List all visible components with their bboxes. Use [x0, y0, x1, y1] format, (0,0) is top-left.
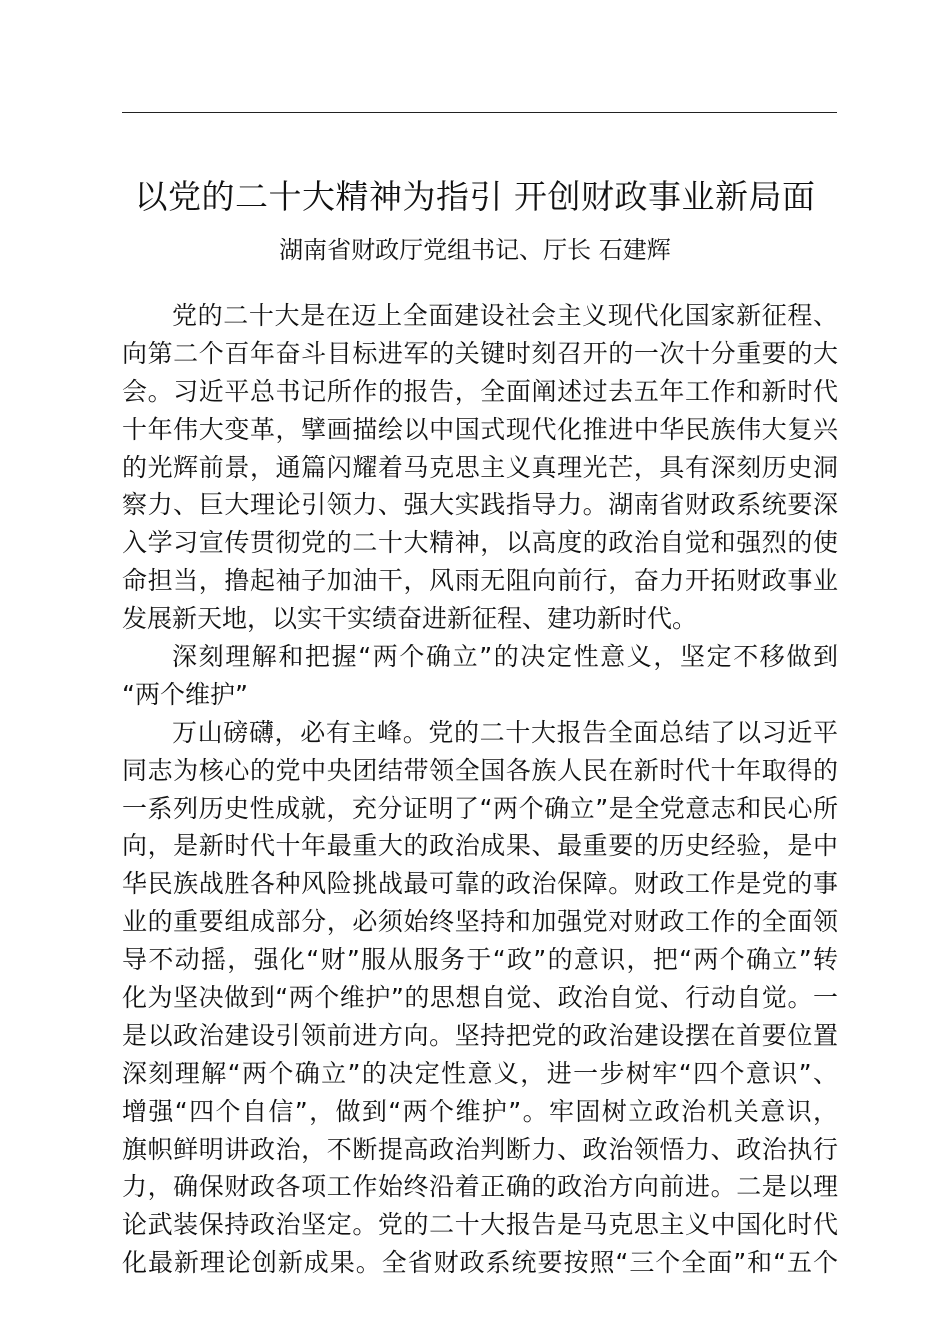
- body-line: “两个维护”: [122, 679, 248, 709]
- body-line: 的光辉前景，通篇闪耀着马克思主义真理光芒，具有深刻历史洞: [122, 452, 838, 482]
- body-line: 万山磅礴，必有主峰。党的二十大报告全面总结了以习近平: [172, 717, 838, 747]
- body-line: 入学习宣传贯彻党的二十大精神，以高度的政治自觉和强烈的使: [122, 528, 838, 558]
- body-line: 增强“四个自信”，做到“两个维护”。牢固树立政治机关意识，: [122, 1096, 838, 1126]
- article-body: [122, 297, 838, 1282]
- body-line: 会。习近平总书记所作的报告，全面阐述过去五年工作和新时代: [122, 376, 838, 406]
- body-line: 发展新天地，以实干实绩奋进新征程、建功新时代。: [122, 604, 698, 634]
- body-line: 华民族战胜各种风险挑战最可靠的政治保障。财政工作是党的事: [122, 869, 838, 899]
- body-line: 业的重要组成部分，必须始终坚持和加强党对财政工作的全面领: [122, 907, 838, 937]
- body-line: 党的二十大是在迈上全面建设社会主义现代化国家新征程、: [172, 301, 838, 330]
- body-line: 是以政治建设引领前进方向。坚持把党的政治建设摆在首要位置: [122, 1020, 838, 1050]
- body-line: 命担当，撸起袖子加油干，风雨无阻向前行，奋力开拓财政事业: [122, 566, 838, 596]
- header-rule: [122, 112, 837, 113]
- body-line: 力，确保财政各项工作始终沿着正确的政治方向前进。二是以理: [122, 1172, 838, 1202]
- body-line: 旗帜鲜明讲政治，不断提高政治判断力、政治领悟力、政治执行: [122, 1134, 838, 1164]
- body-line: 十年伟大变革，擘画描绘以中国式现代化推进中华民族伟大复兴: [122, 414, 838, 444]
- body-line: 深刻理解和把握“两个确立”的决定性意义，坚定不移做到: [172, 642, 838, 672]
- body-line: 论武装保持政治坚定。党的二十大报告是马克思主义中国化时代: [122, 1210, 838, 1240]
- body-line: 导不动摇，强化“财”服从服务于“政”的意识，把“两个确立”转: [122, 945, 838, 975]
- body-line: 察力、巨大理论引领力、强大实践指导力。湖南省财政系统要深: [122, 490, 838, 520]
- body-line: 深刻理解“两个确立”的决定性意义，进一步树牢“四个意识”、: [122, 1058, 838, 1088]
- body-line: 化最新理论创新成果。全省财政系统要按照“三个全面”和“五个: [122, 1248, 838, 1278]
- body-line: 化为坚决做到“两个维护”的思想自觉、政治自觉、行动自觉。一: [122, 983, 838, 1013]
- body-line: 向，是新时代十年最重大的政治成果、最重要的历史经验，是中: [122, 831, 838, 861]
- article-title: 以党的二十大精神为指引 开创财政事业新局面: [134, 177, 816, 216]
- body-line: 一系列历史性成就，充分证明了“两个确立”是全党意志和民心所: [122, 793, 838, 823]
- article-byline: 湖南省财政厅党组书记、厅长 石建辉: [279, 236, 671, 264]
- body-line: 向第二个百年奋斗目标进军的关键时刻召开的一次十分重要的大: [122, 338, 838, 368]
- body-line: 同志为核心的党中央团结带领全国各族人民在新时代十年取得的: [122, 755, 838, 785]
